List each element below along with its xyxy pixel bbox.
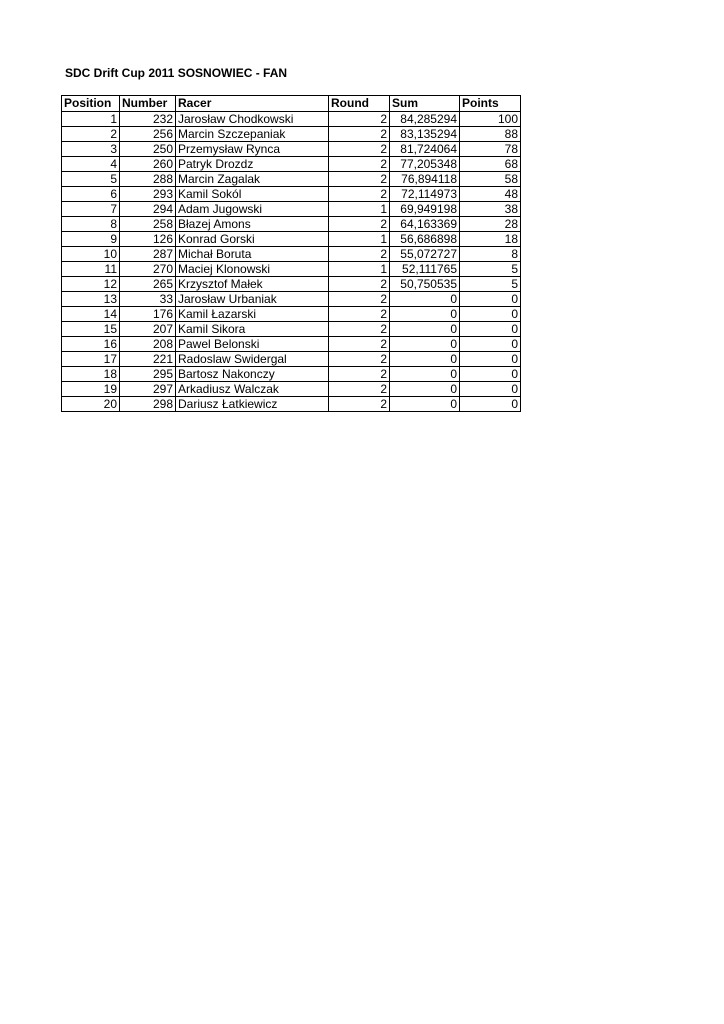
cell-racer: Jarosław Chodkowski [176, 112, 329, 127]
cell-sum: 0 [390, 322, 460, 337]
cell-points: 0 [460, 382, 521, 397]
cell-number: 258 [120, 217, 176, 232]
cell-racer: Krzysztof Małek [176, 277, 329, 292]
cell-sum: 52,111765 [390, 262, 460, 277]
cell-round: 2 [329, 292, 390, 307]
cell-number: 287 [120, 247, 176, 262]
cell-position: 3 [62, 142, 120, 157]
column-header-racer: Racer [176, 96, 329, 112]
cell-number: 33 [120, 292, 176, 307]
cell-round: 2 [329, 127, 390, 142]
cell-position: 7 [62, 202, 120, 217]
table-row [62, 322, 521, 337]
cell-racer: Marcin Zagalak [176, 172, 329, 187]
table-row [62, 397, 521, 412]
cell-number: 270 [120, 262, 176, 277]
cell-points: 8 [460, 247, 521, 262]
column-header-round: Round [329, 96, 390, 112]
cell-racer: Marcin Szczepaniak [176, 127, 329, 142]
cell-points: 58 [460, 172, 521, 187]
cell-racer: Patryk Drozdz [176, 157, 329, 172]
cell-position: 18 [62, 367, 120, 382]
cell-racer: Kamil Łazarski [176, 307, 329, 322]
cell-number: 232 [120, 112, 176, 127]
cell-points: 0 [460, 352, 521, 367]
cell-sum: 0 [390, 337, 460, 352]
table-row [62, 142, 521, 157]
cell-round: 2 [329, 382, 390, 397]
table-row [62, 202, 521, 217]
table-row [62, 112, 521, 127]
cell-number: 297 [120, 382, 176, 397]
header-row [62, 96, 521, 112]
table-row [62, 367, 521, 382]
cell-number: 208 [120, 337, 176, 352]
table-row [62, 157, 521, 172]
cell-sum: 55,072727 [390, 247, 460, 262]
cell-points: 0 [460, 292, 521, 307]
cell-round: 2 [329, 247, 390, 262]
cell-points: 0 [460, 397, 521, 412]
cell-round: 2 [329, 337, 390, 352]
cell-round: 2 [329, 322, 390, 337]
table-row [62, 232, 521, 247]
cell-sum: 0 [390, 367, 460, 382]
cell-racer: Pawel Belonski [176, 337, 329, 352]
cell-racer: Błazej Amons [176, 217, 329, 232]
table-row [62, 247, 521, 262]
cell-points: 0 [460, 337, 521, 352]
cell-position: 5 [62, 172, 120, 187]
cell-points: 0 [460, 322, 521, 337]
cell-round: 2 [329, 172, 390, 187]
cell-points: 88 [460, 127, 521, 142]
cell-round: 2 [329, 157, 390, 172]
cell-racer: Jarosław Urbaniak [176, 292, 329, 307]
table-row [62, 262, 521, 277]
table-row [62, 292, 521, 307]
cell-number: 293 [120, 187, 176, 202]
results-table [61, 95, 521, 412]
cell-round: 1 [329, 262, 390, 277]
cell-number: 256 [120, 127, 176, 142]
results-table-header [62, 96, 521, 112]
cell-points: 28 [460, 217, 521, 232]
cell-number: 295 [120, 367, 176, 382]
cell-number: 207 [120, 322, 176, 337]
cell-sum: 77,205348 [390, 157, 460, 172]
cell-number: 298 [120, 397, 176, 412]
table-row [62, 337, 521, 352]
cell-round: 2 [329, 367, 390, 382]
cell-points: 100 [460, 112, 521, 127]
cell-number: 126 [120, 232, 176, 247]
cell-racer: Kamil Sokól [176, 187, 329, 202]
cell-position: 13 [62, 292, 120, 307]
cell-sum: 0 [390, 307, 460, 322]
cell-sum: 69,949198 [390, 202, 460, 217]
cell-round: 2 [329, 142, 390, 157]
cell-position: 2 [62, 127, 120, 142]
cell-sum: 81,724064 [390, 142, 460, 157]
cell-position: 11 [62, 262, 120, 277]
cell-sum: 64,163369 [390, 217, 460, 232]
results-table-body [62, 112, 521, 412]
cell-position: 15 [62, 322, 120, 337]
cell-position: 4 [62, 157, 120, 172]
cell-points: 48 [460, 187, 521, 202]
column-header-points: Points [460, 96, 521, 112]
cell-round: 2 [329, 307, 390, 322]
cell-racer: Adam Jugowski [176, 202, 329, 217]
cell-round: 1 [329, 202, 390, 217]
cell-sum: 76,894118 [390, 172, 460, 187]
table-row [62, 277, 521, 292]
cell-racer: Konrad Gorski [176, 232, 329, 247]
column-header-sum: Sum [390, 96, 460, 112]
cell-racer: Radoslaw Swidergal [176, 352, 329, 367]
cell-number: 250 [120, 142, 176, 157]
cell-points: 78 [460, 142, 521, 157]
cell-racer: Maciej Klonowski [176, 262, 329, 277]
cell-points: 0 [460, 307, 521, 322]
cell-points: 5 [460, 262, 521, 277]
cell-sum: 0 [390, 382, 460, 397]
column-header-number: Number [120, 96, 176, 112]
cell-sum: 0 [390, 352, 460, 367]
cell-points: 38 [460, 202, 521, 217]
cell-points: 68 [460, 157, 521, 172]
cell-round: 2 [329, 277, 390, 292]
cell-number: 176 [120, 307, 176, 322]
cell-number: 294 [120, 202, 176, 217]
table-row [62, 187, 521, 202]
page-title: SDC Drift Cup 2011 SOSNOWIEC - FAN [65, 66, 288, 80]
table-row [62, 382, 521, 397]
cell-racer: Michał Boruta [176, 247, 329, 262]
cell-round: 2 [329, 352, 390, 367]
table-row [62, 352, 521, 367]
cell-position: 10 [62, 247, 120, 262]
cell-position: 12 [62, 277, 120, 292]
cell-position: 20 [62, 397, 120, 412]
cell-round: 2 [329, 112, 390, 127]
table-row [62, 217, 521, 232]
cell-points: 18 [460, 232, 521, 247]
cell-sum: 83,135294 [390, 127, 460, 142]
cell-position: 17 [62, 352, 120, 367]
cell-number: 265 [120, 277, 176, 292]
cell-round: 1 [329, 232, 390, 247]
cell-number: 260 [120, 157, 176, 172]
cell-round: 2 [329, 217, 390, 232]
cell-points: 0 [460, 367, 521, 382]
cell-sum: 84,285294 [390, 112, 460, 127]
cell-position: 19 [62, 382, 120, 397]
cell-position: 9 [62, 232, 120, 247]
cell-racer: Arkadiusz Walczak [176, 382, 329, 397]
cell-racer: Przemysław Rynca [176, 142, 329, 157]
cell-position: 14 [62, 307, 120, 322]
table-row [62, 307, 521, 322]
cell-racer: Kamil Sikora [176, 322, 329, 337]
table-row [62, 127, 521, 142]
table-row [62, 172, 521, 187]
cell-round: 2 [329, 397, 390, 412]
cell-sum: 56,686898 [390, 232, 460, 247]
cell-sum: 50,750535 [390, 277, 460, 292]
cell-racer: Bartosz Nakonczy [176, 367, 329, 382]
cell-sum: 72,114973 [390, 187, 460, 202]
cell-position: 16 [62, 337, 120, 352]
cell-position: 8 [62, 217, 120, 232]
cell-sum: 0 [390, 292, 460, 307]
cell-sum: 0 [390, 397, 460, 412]
cell-position: 1 [62, 112, 120, 127]
cell-position: 6 [62, 187, 120, 202]
cell-round: 2 [329, 187, 390, 202]
cell-number: 221 [120, 352, 176, 367]
cell-racer: Dariusz Łatkiewicz [176, 397, 329, 412]
column-header-position: Position [62, 96, 120, 112]
cell-number: 288 [120, 172, 176, 187]
cell-points: 5 [460, 277, 521, 292]
